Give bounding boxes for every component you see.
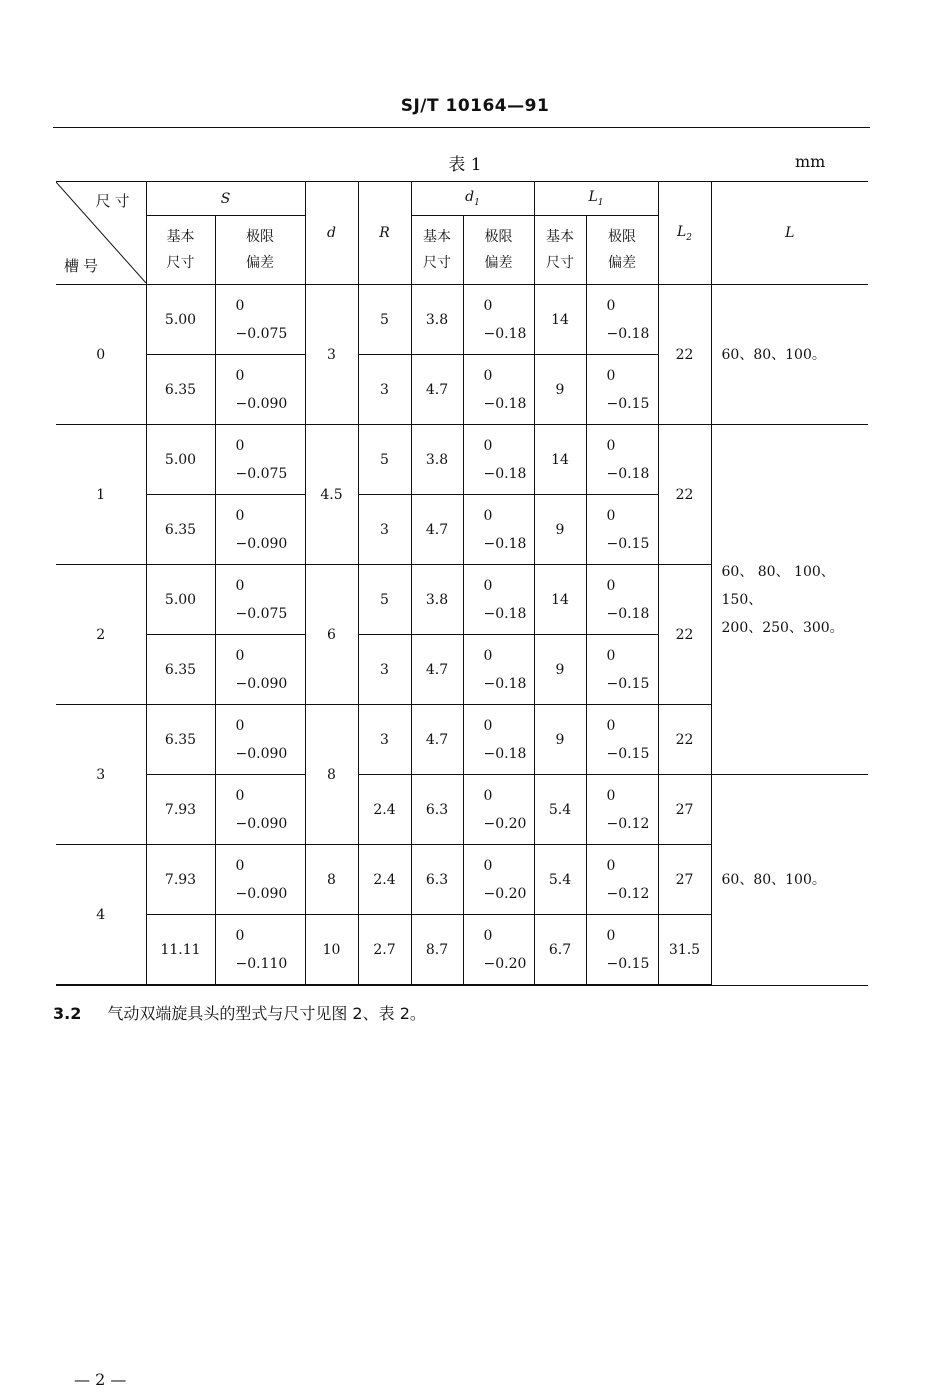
page-number: — 2 — xyxy=(74,1370,127,1389)
d1-basic: 4.7 xyxy=(411,705,463,775)
l1-deviation: 0 −0.12 xyxy=(586,845,658,915)
l1-deviation: 0 −0.18 xyxy=(586,285,658,355)
d-value: 10 xyxy=(305,915,358,986)
slot-no: 2 xyxy=(56,565,146,705)
s-deviation: 0 −0.090 xyxy=(215,495,305,565)
d1-basic: 4.7 xyxy=(411,635,463,705)
d1-deviation: 0 −0.20 xyxy=(463,775,534,845)
l1-deviation: 0 −0.12 xyxy=(586,775,658,845)
d1-deviation: 0 −0.18 xyxy=(463,355,534,425)
header-S: S xyxy=(146,182,305,216)
s-basic: 5.00 xyxy=(146,285,215,355)
s-deviation: 0 −0.075 xyxy=(215,425,305,495)
header-R: R xyxy=(358,182,411,285)
table-caption: 表 1 xyxy=(448,155,482,175)
l1-basic: 14 xyxy=(534,425,586,495)
l1-basic: 9 xyxy=(534,355,586,425)
section-number: 3.2 xyxy=(53,1004,82,1023)
l2-value: 31.5 xyxy=(658,915,711,986)
table-unit: mm xyxy=(795,152,826,171)
d1-deviation: 0 −0.18 xyxy=(463,705,534,775)
r-value: 5 xyxy=(358,565,411,635)
l1-deviation: 0 −0.15 xyxy=(586,635,658,705)
d1-basic: 4.7 xyxy=(411,355,463,425)
r-value: 5 xyxy=(358,285,411,355)
l-values: 60、 80、 100、 150、 200、250、300。 xyxy=(711,425,868,775)
r-value: 3 xyxy=(358,495,411,565)
d-value: 8 xyxy=(305,845,358,915)
l1-deviation: 0 −0.15 xyxy=(586,355,658,425)
d1-basic: 3.8 xyxy=(411,285,463,355)
l1-deviation: 0 −0.18 xyxy=(586,565,658,635)
corner-cell xyxy=(56,182,146,285)
l1-deviation: 0 −0.15 xyxy=(586,915,658,986)
l1-deviation: 0 −0.15 xyxy=(586,495,658,565)
s-basic: 6.35 xyxy=(146,705,215,775)
l-values: 60、80、100。 xyxy=(711,775,868,986)
d-value: 4.5 xyxy=(305,425,358,565)
header-d1-basic: 基本 尺寸 xyxy=(411,216,463,285)
header-L: L xyxy=(711,182,868,285)
slot-no: 4 xyxy=(56,845,146,986)
l1-basic: 5.4 xyxy=(534,845,586,915)
header-L1: $L_1$ xyxy=(534,182,658,216)
r-value: 3 xyxy=(358,355,411,425)
table-row xyxy=(56,285,868,355)
header-l1-limit: 极限 偏差 xyxy=(586,216,658,285)
d1-basic: 4.7 xyxy=(411,495,463,565)
s-basic: 6.35 xyxy=(146,495,215,565)
corner-size-label: 尺寸 xyxy=(95,192,134,210)
l2-value: 22 xyxy=(658,565,711,705)
slot-no: 3 xyxy=(56,705,146,845)
header-L2: $L_2$ xyxy=(658,182,711,285)
s-deviation: 0 −0.090 xyxy=(215,845,305,915)
d-value: 3 xyxy=(305,285,358,425)
l1-basic: 9 xyxy=(534,495,586,565)
l2-value: 22 xyxy=(658,285,711,425)
l1-basic: 6.7 xyxy=(534,915,586,986)
s-deviation: 0 −0.090 xyxy=(215,355,305,425)
header-s-basic: 基本 尺寸 xyxy=(146,216,215,285)
l-values: 60、80、100。 xyxy=(711,285,868,425)
d-value: 8 xyxy=(305,705,358,845)
s-deviation: 0 −0.090 xyxy=(215,635,305,705)
r-value: 5 xyxy=(358,425,411,495)
d-value: 6 xyxy=(305,565,358,705)
d1-deviation: 0 −0.20 xyxy=(463,845,534,915)
corner-slot-label: 槽号 xyxy=(64,257,103,275)
d1-basic: 3.8 xyxy=(411,565,463,635)
l2-value: 27 xyxy=(658,845,711,915)
d1-deviation: 0 −0.18 xyxy=(463,495,534,565)
slot-no: 0 xyxy=(56,285,146,425)
slot-no: 1 xyxy=(56,425,146,565)
l1-basic: 14 xyxy=(534,565,586,635)
d1-basic: 6.3 xyxy=(411,845,463,915)
s-deviation: 0 −0.090 xyxy=(215,705,305,775)
l1-basic: 9 xyxy=(534,705,586,775)
d1-deviation: 0 −0.18 xyxy=(463,635,534,705)
d1-deviation: 0 −0.18 xyxy=(463,565,534,635)
d1-basic: 6.3 xyxy=(411,775,463,845)
s-basic: 7.93 xyxy=(146,845,215,915)
dimension-table xyxy=(56,181,868,986)
table-row xyxy=(56,425,868,495)
r-value: 2.7 xyxy=(358,915,411,986)
d1-basic: 3.8 xyxy=(411,425,463,495)
header-l1-basic: 基本 尺寸 xyxy=(534,216,586,285)
r-value: 2.4 xyxy=(358,775,411,845)
s-deviation: 0 −0.075 xyxy=(215,565,305,635)
l1-deviation: 0 −0.15 xyxy=(586,705,658,775)
s-basic: 6.35 xyxy=(146,355,215,425)
d1-deviation: 0 −0.18 xyxy=(463,425,534,495)
s-basic: 5.00 xyxy=(146,565,215,635)
r-value: 3 xyxy=(358,705,411,775)
header-s-limit: 极限 偏差 xyxy=(215,216,305,285)
s-basic: 6.35 xyxy=(146,635,215,705)
d1-deviation: 0 −0.20 xyxy=(463,915,534,986)
r-value: 3 xyxy=(358,635,411,705)
l1-basic: 5.4 xyxy=(534,775,586,845)
standard-code: SJ/T 10164—91 xyxy=(400,96,550,116)
l1-deviation: 0 −0.18 xyxy=(586,425,658,495)
section-text: 气动双端旋具头的型式与尺寸见图 2、表 2。 xyxy=(107,1004,426,1023)
d1-deviation: 0 −0.18 xyxy=(463,285,534,355)
s-basic: 11.11 xyxy=(146,915,215,986)
l2-value: 22 xyxy=(658,705,711,775)
section-paragraph xyxy=(53,1001,426,1024)
d1-basic: 8.7 xyxy=(411,915,463,986)
table-row xyxy=(56,775,868,845)
header-d1-limit: 极限 偏差 xyxy=(463,216,534,285)
s-basic: 7.93 xyxy=(146,775,215,845)
header-d: d xyxy=(305,182,358,285)
s-deviation: 0 −0.110 xyxy=(215,915,305,986)
header-row-1 xyxy=(56,182,868,216)
header-d1: $d_1$ xyxy=(411,182,534,216)
s-deviation: 0 −0.075 xyxy=(215,285,305,355)
l1-basic: 9 xyxy=(534,635,586,705)
l1-basic: 14 xyxy=(534,285,586,355)
s-basic: 5.00 xyxy=(146,425,215,495)
r-value: 2.4 xyxy=(358,845,411,915)
header-rule xyxy=(53,127,870,128)
l2-value: 22 xyxy=(658,425,711,565)
s-deviation: 0 −0.090 xyxy=(215,775,305,845)
l2-value: 27 xyxy=(658,775,711,845)
